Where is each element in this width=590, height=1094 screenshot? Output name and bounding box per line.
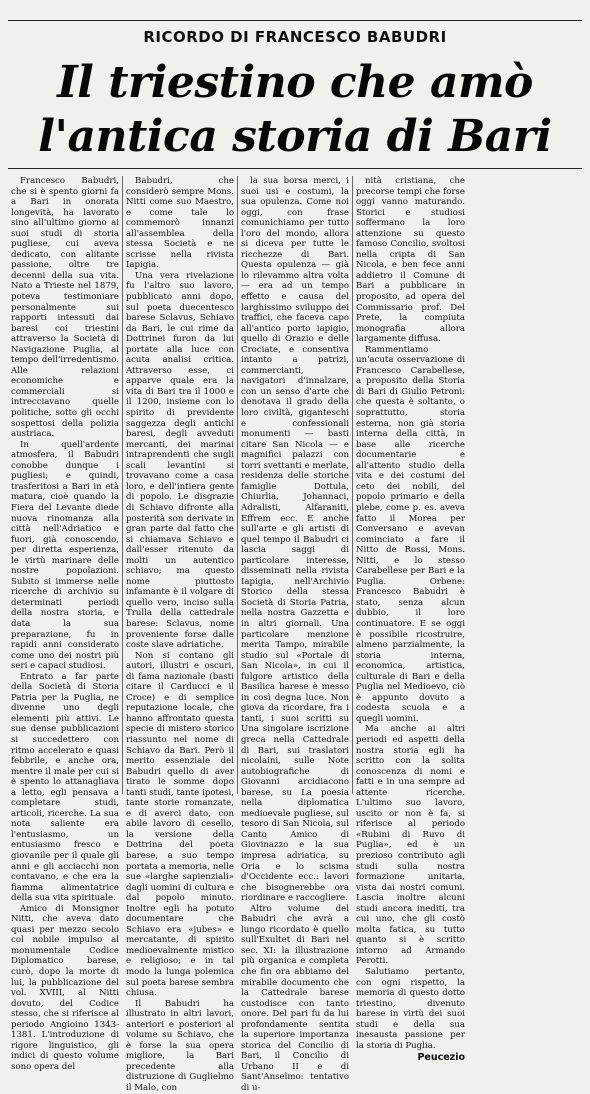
paragraph: Francesco Babudri, che si è spento giorni fa a Bari in onorata longevità, ha lavorato sino all'ultimo giorno ai suoi studi di storia pugliese, cui aveva dedicato, con alitante passione, oltre tre decenni della sua vita. Nato a Trieste nel 1879, poteva testimoniare personalmente sui rapporti intessuti dai baresi coi triestini attraverso la Società di Navigazione Puglia, al tempo dell'irredentismo. Alle relazioni economiche e commerciali si intrecciavano quelle politiche, sotto gli occhi sospettosi della polizia austriaca. bbox=[11, 176, 119, 440]
paragraph: Una vera rivelazione fu l'altro suo lavoro, pubblicato anni dopo, sul poeta duecentesco barese Sclavus, Schiavo da Bari, le cui rime da Dottrinei furon da lui portate alla luce con acuta analisi critica. Attraverso esse, ci apparve quale era la vita di Bari tra il 1000 e il 1200, insieme con lo spirito di previdente saggezza degli antichi baresi, degli avveduti mercanti, dei marinai intraprendenti che sugli scali levantini si trovavano come a casa loro, e dell'intiera gente di popolo. Le disgrazie di Schiavo difronte alla posterità son derivate in gran parte dal fatto che si chiamava Schiavo e dall'esser ritenuto da molti un autentico schiavo; ma questo nome piuttosto infamante è il volgare di quello vero, inciso sulla Trulla della cattedrale barese: Sclavus, nome proveniente forse dalle coste slave adriatiche. bbox=[126, 270, 234, 651]
headline-line-2: l'antica storia di Bari bbox=[38, 111, 552, 162]
article-kicker: RICORDO DI FRANCESCO BABUDRI bbox=[143, 28, 447, 46]
paragraph: Salutiamo pertanto, con ogni rispetto, la memoria di questo dotto triestino, divenuto barese in virtù dei suoi studi e della sua inesausta passione per la storia di Puglia. bbox=[356, 967, 465, 1051]
article-column-3 bbox=[238, 176, 353, 1094]
paragraph: In quell'ardente atmosfera, il Babudri conobbe dunque i pugliesi; e quindi, trasferitosi a Bari in età matura, cioè quando la Fiera del Levante diede nuova rinomanza alla città nell'Adriatico e fuori, già conoscendo, per diretta esperienza, le virtù marinare delle nostre popolazioni. Subito si immerse nelle ricerche di archivio su determinati periodi della nostra storia, e data la sua preparazione, fu in rapidi anni considerato come uno dei nostri più seri e capaci studiosi. bbox=[11, 439, 119, 672]
paragraph: Rammentiamo un'acuta osservazione di Francesco Carabellese, a proposito della Storia di Bari di Giulio Petroni: che questa è soltanto, o soprattutto, storia esterna, non già storia interna della città, in base alle ricerche documentarie e all'attento studio della vita e dei costumi del ceto dei nobili, del popolo primario e della plebe, come p. es. aveva fatto il Morea per Conversano e avevan cominciato a fare il Nitto de Rossi, Mons. Nitti, e lo stesso Carabellese per Bari e la Puglia. Orbene: Francesco Babudri è stato, senza alcun dubbio, il loro continuatore. E se oggi è possibile ricostruire, almeno parzialmente, la storia interna, economica, artistica, culturale di Bari e della Puglia nel Medioevo, ciò è appunto dovuto a codesta scuola e a quegli uomini. bbox=[356, 344, 465, 724]
paragraph: Altro volume del Babudri che avrà a lungo ricordato è quello sull'Exultet di Bari nel sec. XI: la illustrazione più organica e completa che fin ora abbiamo del mirabile documento che la Cattedrale barese custodisce con tanto onore. Del pari fu da lui profondamente sentita la superiore importanza storica del Concilio di Bari, il Concilio di Urbano II e di Sant'Anselmo: tentativo di u- bbox=[241, 903, 349, 1094]
article-column-4 bbox=[353, 176, 468, 1064]
paragraph: Entrato a far parte della Società di Storia Patria per la Puglia, ne divenne uno degli elementi più attivi. Le sue dense pubblicazioni si succedettero con ritmo accelerato e quasi febbrile, e anche ora, mentre il male per cui si è spento lo attanagliava a letto, egli pensava a completare studi, articoli, ricerche. La sua nota saliente era l'entusiasmo, un entusiasmo fresco e giovanile per il quale gli anni e gli acciacchi non contavano, e che era la fiamma alimentatrice della sua vita spirituale. bbox=[11, 671, 119, 904]
paragraph: Amico di Monsignor Nitti, che aveva dato quasi per mezzo secolo col nobile impulso al monumentale Codice Diplomatico barese, curò, dopo la morte di lui, la pubblicazione del vol. XVIII, al Nitti dovuto, del Codice stesso, che si riferisce al periodo Angioino 1343-1381. L'introduzione di rigore linguistico, gli indici di questo volume sono opera del bbox=[11, 903, 119, 1072]
headline-line-1: Il triestino che amò bbox=[57, 57, 533, 108]
paragraph: Non si contano gli autori, illustri e oscuri, di fama nazionale (basti citare il Carducci e il Croce) e di semplice reputazione locale, che hanno affrontato questa specie di mistero storico riassunto nel nome di Schiavo da Bari. Però il merito essenziale del Babudri quello di aver tirato le somme dopo tanti studi, tante ipotesi, tante storie romanzate, e di averci dato, con abile lavoro di cesello, la versione della Dottrina del poeta barese, a suo tempo portata a memoria, nelle sue «larghe sapienziali» dagli uomini di cultura e dal popolo minuto. Inoltre egli ha potuto documentare che Schiavo era «jubes» e mercatante, di spirito medioevalmente mistico e religioso; e in tal modo la lunga polemica sul poeta barese sembra chiusa. bbox=[126, 650, 234, 999]
paragraph: la sua borsa merci, i suoi usi e costumi, la sua opulenza. Come noi oggi, con frase comunichiamo per tutto l'oro del mondo, allora si diceva per tutte le ricchezze di Bari. Questa opulenza — già lo rilevammo altra volta — era ad un tempo effetto e causa del larghissimo sviluppo dei traffici, che faceva capo all'antico porto iapigio, quello di Orazio e delle Crociate, e consentiva intanto a patrizi, commercianti, navigatori d'innalzare, con un senso d'arte che denotava il grado della loro civiltà, giganteschi e confessionali monumenti — basti citare San Nicola — e magnifici palazzi con torri svettanti e merlate, residenza delle storiche famiglie Dottula, Chiurlia, Johannaci, Adralisti, Alfaraniti, Effrem ecc. E anche sull'arte e gli artisti di quel tempo il Babudri ci lascia saggi di particolare interesse, disseminati nella rivista Iapigia, nell'Archivio Storico della stessa Società di Storia Patria, nella nostra Gazzetta e in altri giornali. Una particolare menzione merita Tampo, mirabile studio sul «Portale di San Nicola», in cui il fulgore artistico della Basilica barese è messo in così degna luce. Non giova da ricordare, fra i tanti, i suoi scritti su Una singolare iscrizione greca nella Cattedrale di Bari, sui traslatori nicolaini, sulle Note autobiografiche di Giovanni arcidiacono barese, su La poesia nella diplomatica medioevale pugliese, sul tesoro di San Nicola, sul Canto Amico di Giovinazzo e la sua impresa adriatica, su Oria e lo scisma d'Occidente ecc.: lavori che bisognerebbe ora riordinare e raccogliere. bbox=[241, 176, 349, 904]
article-column-2 bbox=[123, 176, 238, 1094]
author-signature: Peucezio bbox=[417, 1052, 465, 1064]
article-column-1 bbox=[8, 176, 123, 1072]
paragraph: nità cristiana, che precorse tempi che forse oggi vanno maturando. Storici e studiosi soffermano la loro attenzione su questo famoso Concilio, svoltosi nella cripta di San Nicola, e ben fece anni addietro il Comune di Bari a pubblicare in proposito, ad opera del Commissario prof. Del Prete, la compiuta monografia allora largamente diffusa. bbox=[356, 176, 465, 345]
top-rule bbox=[8, 20, 582, 21]
article-body bbox=[8, 176, 584, 1094]
paragraph: Babudri, che considerò sempre Mons. Nitti come suo Maestro, e come tale lo commemorò innanzi all'assemblea della stessa Società e ne scrisse nella rivista Iapigia. bbox=[126, 176, 234, 271]
headline-rule bbox=[8, 168, 582, 169]
paragraph: Il Babudri ha illustrato in altri lavori, anteriori e posteriori al volume su Schiavo, che è forse la sua opera migliore, la Bari precedente alla distruzione di Guglielmo il Malo, con bbox=[126, 998, 234, 1094]
paragraph: Ma anche ai altri periodi ed aspetti della nostra storia egli ha scritto con la solita conoscenza di nomi e fatti e in una sempre ad attente ricerche. L'ultimo suo lavoro, uscito or non è fa, si riferisce al periodo «Rubini di Ruvo di Puglia», ed è un prezioso contributo agli studi sulla nostra formazione unitaria, vista dai nostri comuni. Lascia inoltre alcuni studi ancora inediti, tra cui uno, che gli costò molta fatica, su tutto quanto si è scritto intorno ad Armando Perotti. bbox=[356, 724, 465, 967]
